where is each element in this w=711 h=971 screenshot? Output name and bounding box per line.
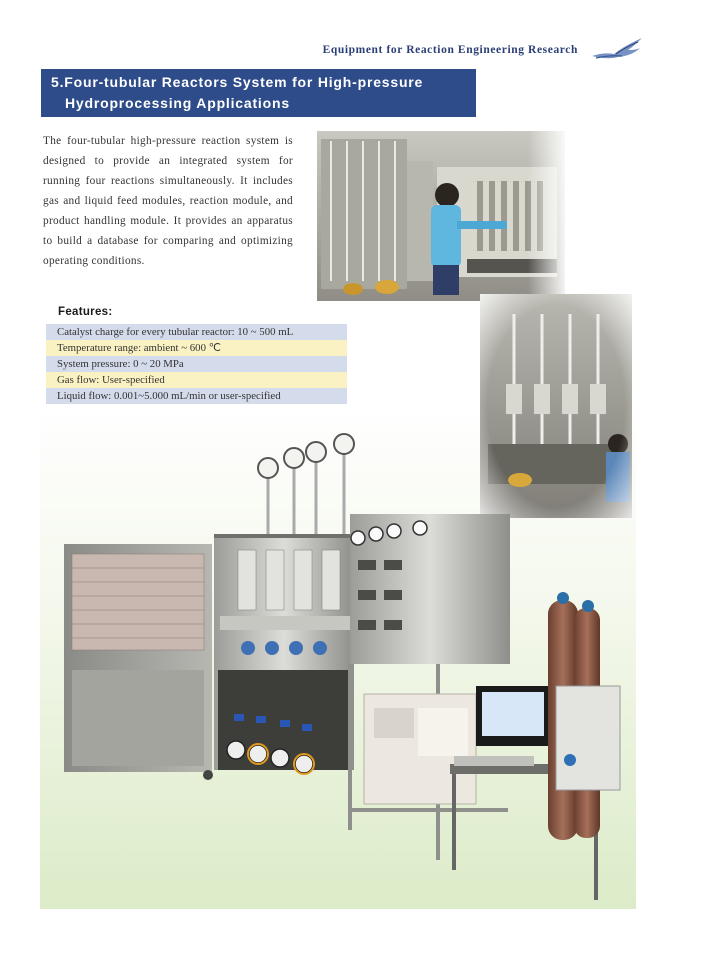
intro-paragraph: The four-tubular high-pressure reaction system is designed to provide an integrated system for running four reactions simultaneously. It includes gas and liquid feed modules, reaction module, and product handling module. It provides an apparatus to build a database for comparing and optimizing operating conditions.: [43, 135, 293, 267]
feature-item: Catalyst charge for every tubular reactor: 10 ~ 500 mL: [46, 324, 347, 340]
feature-item: Temperature range: ambient ~ 600 ℃: [46, 340, 347, 356]
section-title-line-2: Hydroprocessing Applications: [65, 95, 290, 111]
section-title: [41, 69, 476, 117]
reactor-system-photo: [58, 430, 623, 908]
section-title-line-1: 5.Four-tubular Reactors System for High-pressure: [51, 74, 424, 90]
feature-item: System pressure: 0 ~ 20 MPa: [46, 356, 347, 372]
running-header: Equipment for Reaction Engineering Research: [322, 44, 578, 56]
lab-photo-operator: [317, 131, 565, 301]
features-list: [46, 324, 347, 404]
feature-item: Liquid flow: 0.001~5.000 mL/min or user-specified: [46, 388, 347, 404]
flying-bird-logo-icon: [590, 36, 644, 62]
features-title: Features:: [58, 306, 113, 318]
feature-item: Gas flow: User-specified: [46, 372, 347, 388]
